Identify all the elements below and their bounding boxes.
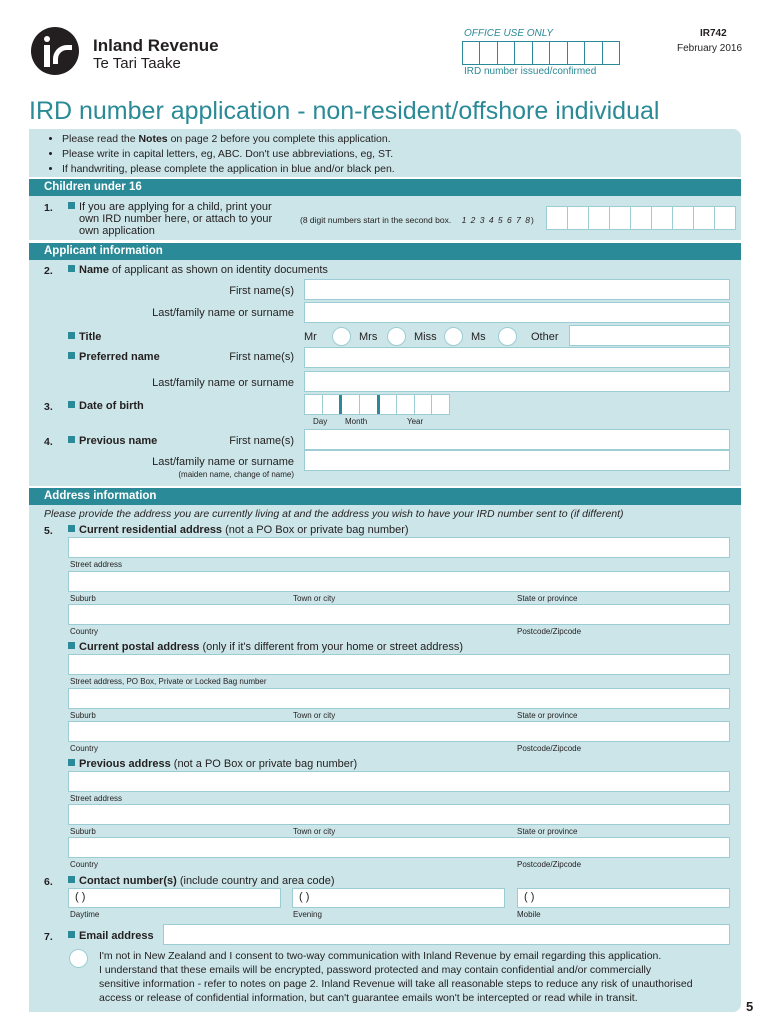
suburb-caption: Suburb xyxy=(70,827,96,836)
applicant-heading: Applicant information xyxy=(29,243,741,260)
ird-hint: (8 digit numbers start in the second box. 1 2 3 4 5 6 7 8) xyxy=(300,215,534,225)
radio-ms[interactable] xyxy=(498,327,517,346)
email-consent-radio[interactable] xyxy=(69,949,88,968)
previous-name-label: Previous name xyxy=(68,435,157,447)
first-names-label: First name(s) xyxy=(229,285,294,297)
brand-maori: Te Tari Taake xyxy=(93,55,181,72)
page-number: 5 xyxy=(746,999,754,1014)
radio-miss[interactable] xyxy=(444,327,463,346)
suburb-caption: Suburb xyxy=(70,711,96,720)
brand-name: Inland Revenue xyxy=(93,36,219,55)
intro-panel xyxy=(29,129,741,177)
title-miss: Miss xyxy=(414,331,437,343)
children-text: If you are applying for a child, print your xyxy=(68,201,272,213)
contact-label: Contact number(s) (include country and area code) xyxy=(68,875,335,887)
intro-item: • Please write in capital letters, eg, ABC. Don't use abbreviations, eg, ST. xyxy=(62,147,741,162)
children-text: own IRD number here, or attach to your xyxy=(79,213,273,225)
q6-number: 6. xyxy=(44,876,53,888)
title-other-input[interactable] xyxy=(569,325,730,346)
previous-suburb-row[interactable] xyxy=(68,804,730,825)
residential-country-row[interactable] xyxy=(68,604,730,625)
q2-number: 2. xyxy=(44,265,53,277)
postcode-caption: Postcode/Zipcode xyxy=(517,744,582,753)
state-caption: State or province xyxy=(517,711,578,720)
previous-first-input[interactable] xyxy=(304,429,730,450)
town-caption: Town or city xyxy=(293,827,336,836)
inland-revenue-logo xyxy=(31,27,79,75)
consent-text: I'm not in New Zealand and I consent to two-way communication with Inland Revenue by email regarding this application. xyxy=(99,950,662,962)
evening-caption: Evening xyxy=(293,910,322,919)
previous-last-input[interactable] xyxy=(304,450,730,471)
q7-number: 7. xyxy=(44,931,53,943)
preferred-last-input[interactable] xyxy=(304,371,730,392)
town-caption: Town or city xyxy=(293,594,336,603)
postal-label: Current postal address (only if it's different from your home or street address) xyxy=(68,641,463,653)
office-ird-boxes xyxy=(462,41,620,65)
consent-text: access or release of confidential information, but can't guarantee emails won't be intercepted or read while in transit. xyxy=(99,992,638,1004)
postcode-caption: Postcode/Zipcode xyxy=(517,860,582,869)
title-label: Title xyxy=(68,331,101,343)
town-caption: Town or city xyxy=(293,711,336,720)
dob-year: Year xyxy=(407,417,424,426)
office-use-label: OFFICE USE ONLY xyxy=(464,28,554,39)
title-ms: Ms xyxy=(471,331,486,343)
state-caption: State or province xyxy=(517,827,578,836)
residential-label: Current residential address (not a PO Box or private bag number) xyxy=(68,524,409,536)
previous-country-row[interactable] xyxy=(68,837,730,858)
email-label: Email address xyxy=(68,930,154,942)
residential-suburb-row[interactable] xyxy=(68,571,730,592)
postal-country-row[interactable] xyxy=(68,721,730,742)
evening-input[interactable]: ( ) xyxy=(292,888,505,908)
office-caption: IRD number issued/confirmed xyxy=(464,66,597,77)
previous-street-input[interactable] xyxy=(68,771,730,792)
consent-text: sensitive information - refer to notes on page 2. Inland Revenue will take all reasonable steps to reduce any risk of unauthorised xyxy=(99,978,693,990)
first-names-input[interactable] xyxy=(304,279,730,300)
child-ird-input[interactable] xyxy=(546,206,736,230)
maiden-note: (maiden name, change of name) xyxy=(178,470,294,479)
title-mrs: Mrs xyxy=(359,331,378,343)
last-name-label: Last/family name or surname xyxy=(152,307,294,319)
suburb-caption: Suburb xyxy=(70,594,96,603)
page-title: IRD number application - non-resident/offshore individual xyxy=(29,97,660,125)
radio-mrs[interactable] xyxy=(387,327,406,346)
radio-mr[interactable] xyxy=(332,327,351,346)
last-name-input[interactable] xyxy=(304,302,730,323)
name-label: Name of applicant as shown on identity documents xyxy=(68,264,328,276)
q3-number: 3. xyxy=(44,401,53,413)
country-caption: Country xyxy=(70,860,99,869)
q4-number: 4. xyxy=(44,436,53,448)
address-instruction: Please provide the address you are currently living at and the address you wish to have your IRD number sent to (if different) xyxy=(44,508,624,520)
dob-label: Date of birth xyxy=(68,400,144,412)
dob-input[interactable] xyxy=(304,394,450,415)
intro-item: • Please read the Notes on page 2 before you complete this application. xyxy=(62,132,741,147)
daytime-input[interactable]: ( ) xyxy=(68,888,281,908)
intro-item: • If handwriting, please complete the application in blue and/or black pen. xyxy=(62,162,741,177)
postal-street-input[interactable] xyxy=(68,654,730,675)
consent-text: I understand that these emails will be encrypted, password protected and may contain confidential and/or commercially xyxy=(99,964,652,976)
residential-street-input[interactable] xyxy=(68,537,730,558)
dob-month: Month xyxy=(345,417,368,426)
preferred-last-label: Last/family name or surname xyxy=(152,377,294,389)
q1-number: 1. xyxy=(44,202,53,214)
form-date: February 2016 xyxy=(677,43,743,54)
email-input[interactable] xyxy=(163,924,730,945)
title-other: Other xyxy=(531,331,559,343)
street-caption: Street address xyxy=(70,794,123,803)
previous-first-label: First name(s) xyxy=(229,435,294,447)
street-caption: Street address xyxy=(70,560,123,569)
preferred-first-label: First name(s) xyxy=(229,351,294,363)
postal-suburb-row[interactable] xyxy=(68,688,730,709)
previous-address-label: Previous address (not a PO Box or private bag number) xyxy=(68,758,357,770)
form-number: IR742 xyxy=(700,28,727,39)
previous-last-label: Last/family name or surname xyxy=(152,456,294,468)
state-caption: State or province xyxy=(517,594,578,603)
preferred-first-input[interactable] xyxy=(304,347,730,368)
postcode-caption: Postcode/Zipcode xyxy=(517,627,582,636)
q5-number: 5. xyxy=(44,525,53,537)
address-heading: Address information xyxy=(29,488,741,505)
country-caption: Country xyxy=(70,744,99,753)
daytime-caption: Daytime xyxy=(70,910,100,919)
mobile-input[interactable]: ( ) xyxy=(517,888,730,908)
children-text: own application xyxy=(79,225,155,237)
children-heading: Children under 16 xyxy=(29,179,741,196)
mobile-caption: Mobile xyxy=(517,910,541,919)
postal-street-caption: Street address, PO Box, Private or Locked Bag number xyxy=(70,677,267,686)
dob-day: Day xyxy=(313,417,328,426)
title-mr: Mr xyxy=(304,331,317,343)
country-caption: Country xyxy=(70,627,99,636)
preferred-label: Preferred name xyxy=(68,351,160,363)
